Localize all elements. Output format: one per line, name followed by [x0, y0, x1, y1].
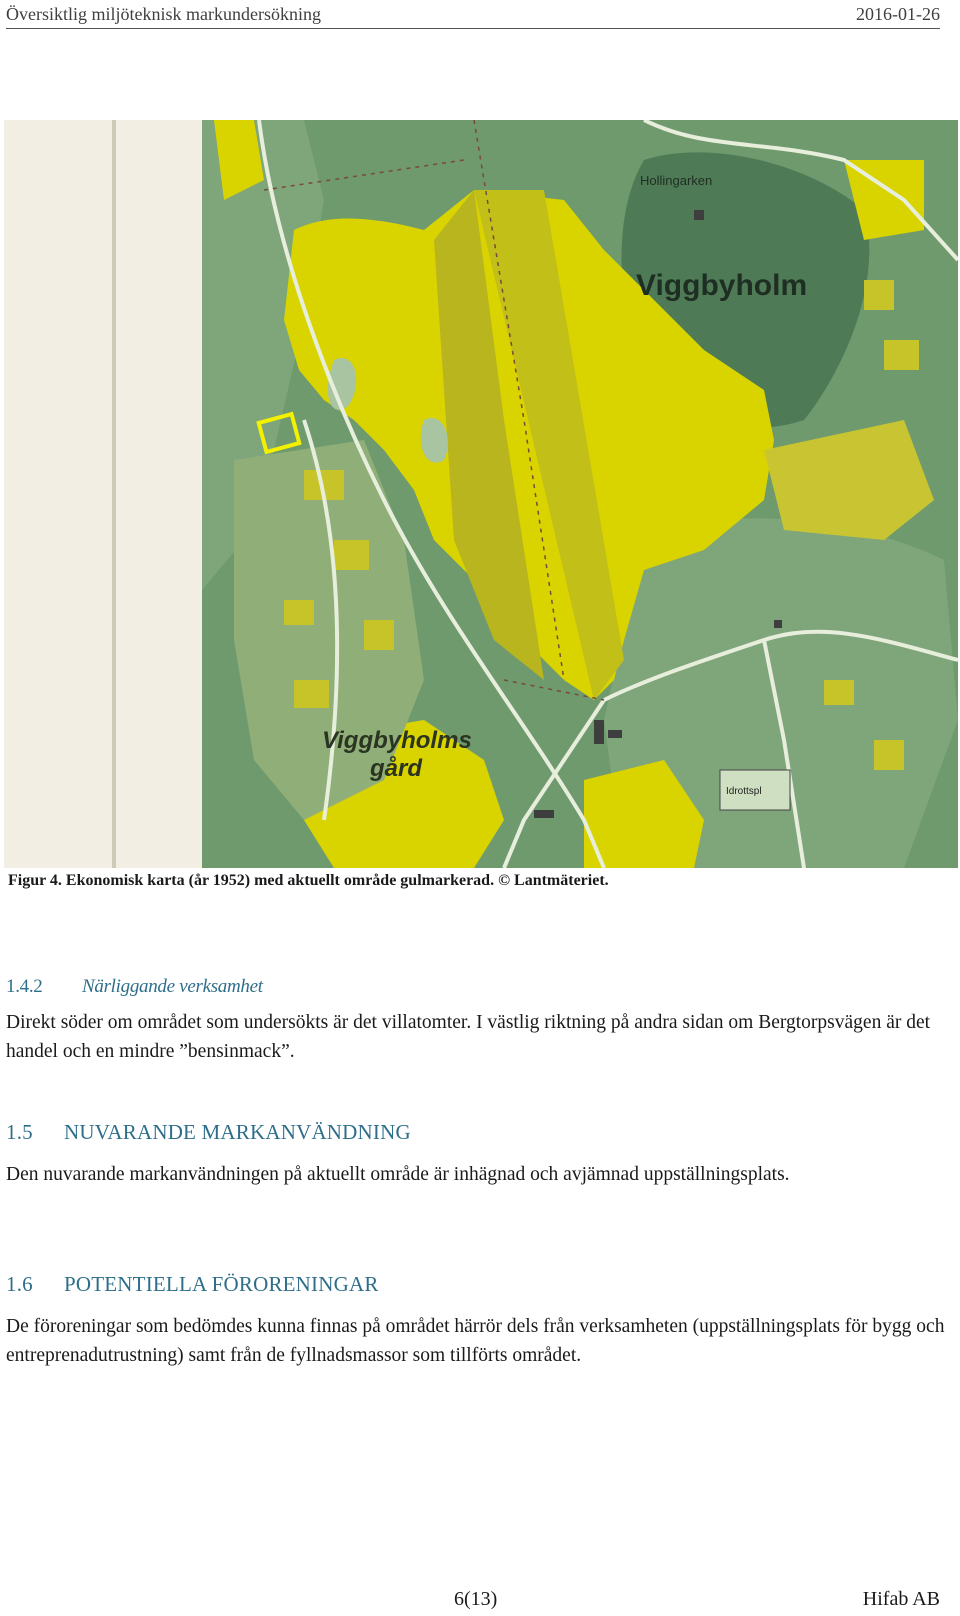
economic-map-1952 [4, 120, 958, 868]
document-date: 2016-01-26 [856, 4, 940, 24]
section-142-heading [6, 976, 263, 998]
historic-map-figure [4, 120, 958, 868]
map-label-gard: gård [370, 755, 423, 782]
map-label-viggbyholm: Viggbyholm [636, 269, 808, 302]
page-header [6, 2, 940, 29]
section-16-title: POTENTIELLA FÖRORENINGAR [64, 1272, 379, 1296]
map-label-viggbyholms: Viggbyholms [322, 727, 472, 754]
section-15-heading [6, 1120, 411, 1145]
document-title: Översiktlig miljöteknisk markundersökning [6, 4, 321, 24]
figure-caption: Figur 4. Ekonomisk karta (år 1952) med aktuellt område gulmarkerad. © Lantmäteriet. [8, 872, 609, 889]
section-15-number: 1.5 [6, 1120, 33, 1144]
map-label-idrottspl: Idrottspl [726, 786, 762, 797]
section-142-number: 1.4.2 [6, 976, 43, 997]
section-142-paragraph: Direkt söder om området som undersökts är det villatomter. I västlig riktning på andra sidan om Bergtorpsvägen är det handel och en mindre ”bensinmack”. [6, 1012, 931, 1062]
map-border-line [112, 120, 116, 868]
map-label-hollingarken: Hollingarken [640, 173, 713, 188]
section-16-number: 1.6 [6, 1272, 33, 1296]
section-16-paragraph: De föroreningar som bedömdes kunna finnas på området härrör dels från verksamheten (uppställningsplats för bygg och entreprenadutrustning) samt från de fyllnadsmassor som tillförts området. [6, 1316, 945, 1366]
section-15-paragraph: Den nuvarande markanvändningen på aktuellt område är inhägnad och avjämnad uppställningsplats. [6, 1164, 790, 1185]
section-16-heading [6, 1272, 379, 1297]
section-142-title: Närliggande verksamhet [82, 976, 263, 997]
section-15-title: NUVARANDE MARKANVÄNDNING [64, 1120, 411, 1144]
page-number: 6(13) [454, 1588, 498, 1610]
company-name: Hifab AB [862, 1588, 940, 1610]
